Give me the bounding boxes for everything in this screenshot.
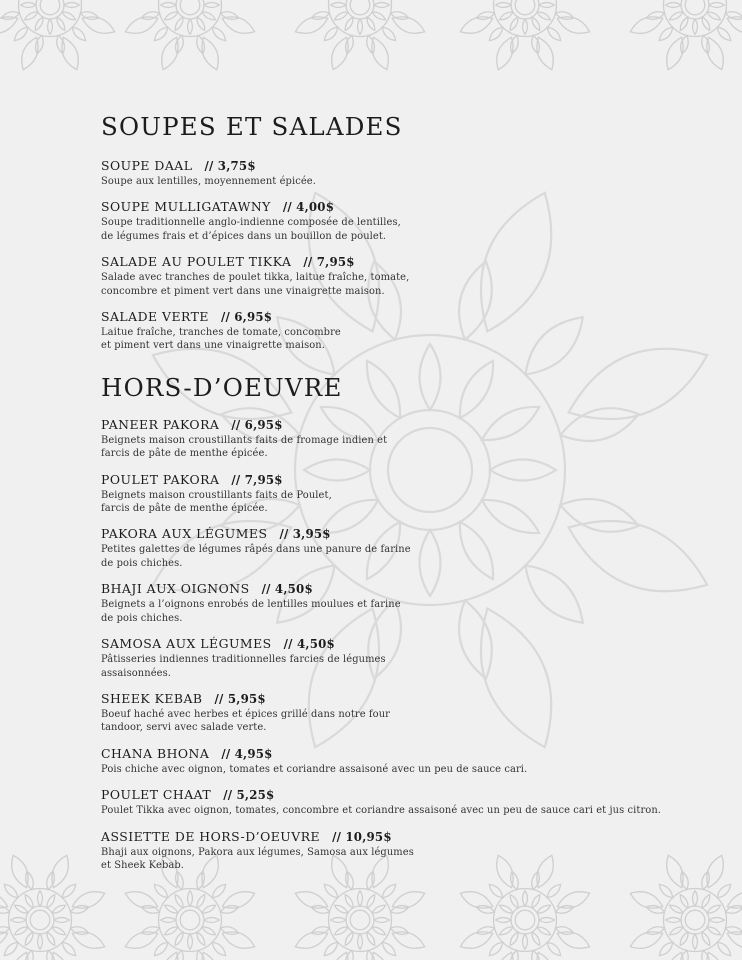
item-desc: Beignets maison croustillants faits de fromage indien et: [101, 434, 388, 446]
item-desc: Petites galettes de légumes râpés dans une panure de farine: [101, 544, 411, 556]
item-desc: concombre et piment vert dans une vinaigrette maison.: [101, 285, 385, 297]
menu-item: [101, 472, 731, 516]
item-price: // 7,95$: [231, 472, 283, 487]
menu-item: [101, 787, 731, 817]
menu-item: [101, 581, 731, 625]
menu-item: [101, 309, 731, 353]
item-desc: Pois chiche avec oignon, tomates et coriandre assaisoné avec un peu de sauce cari.: [101, 763, 528, 775]
item-price: // 6,95$: [220, 310, 273, 325]
section-title-hors-doeuvre: HORS-D’OEUVRE: [101, 372, 343, 402]
item-name: SOUPE MULLIGATAWNY: [101, 199, 271, 215]
menu-item: [101, 526, 731, 570]
item-name: BHAJI AUX OIGNONS: [101, 581, 250, 597]
item-price: // 10,95$: [332, 829, 392, 844]
item-desc: farcis de pâte de menthe épicée.: [101, 503, 268, 515]
item-price: // 3,95$: [279, 527, 331, 542]
menu-item: [101, 691, 731, 735]
menu-item: [101, 829, 731, 873]
menu-item: [101, 417, 731, 461]
item-price: // 4,95$: [221, 746, 273, 761]
item-desc: de pois chiches.: [101, 612, 183, 624]
section-title-soupes: SOUPES ET SALADES: [101, 112, 403, 141]
item-desc: de légumes frais et d’épices dans un bouillon de poulet.: [101, 230, 387, 242]
item-price: // 5,25$: [223, 788, 275, 803]
item-desc: Boeuf haché avec herbes et épices grillé dans notre four: [101, 708, 390, 720]
item-desc: et Sheek Kebab.: [101, 859, 185, 871]
item-name: SALADE AU POULET TIKKA: [101, 254, 292, 270]
item-desc: tandoor, servi avec salade verte.: [101, 722, 267, 734]
item-desc: Bhaji aux oignons, Pakora aux légumes, Samosa aux légumes: [101, 846, 414, 858]
item-desc: Soupe traditionnelle anglo-indienne composée de lentilles,: [101, 217, 401, 229]
item-price: // 4,00$: [282, 200, 335, 215]
item-name: CHANA BHONA: [101, 745, 210, 761]
menu-content: [101, 112, 731, 883]
item-desc: farcis de pâte de menthe épicée.: [101, 448, 268, 460]
item-name: PANEER PAKORA: [101, 416, 220, 432]
item-name: POULET CHAAT: [101, 787, 212, 803]
item-desc: de pois chiches.: [101, 557, 183, 569]
item-price: // 3,75$: [204, 159, 256, 173]
item-name: SOUPE DAAL: [101, 158, 193, 173]
item-price: // 4,50$: [283, 637, 335, 652]
item-desc: Pâtisseries indiennes traditionnelles farcies de légumes: [101, 654, 386, 666]
item-name: ASSIETTE DE HORS-D’OEUVRE: [101, 828, 321, 844]
item-desc: Salade avec tranches de poulet tikka, laitue fraîche, tomate,: [101, 272, 410, 284]
menu-item: [101, 254, 731, 298]
item-desc: et piment vert dans une vinaigrette maison.: [101, 340, 326, 352]
item-desc: Laitue fraîche, tranches de tomate, concombre: [101, 327, 341, 339]
item-name: SALADE VERTE: [101, 309, 209, 325]
item-desc: Soupe aux lentilles, moyennement épicée.: [101, 176, 316, 187]
item-name: SAMOSA AUX LÉGUMES: [101, 636, 272, 652]
item-price: // 6,95$: [231, 417, 283, 432]
item-name: POULET PAKORA: [101, 471, 220, 487]
menu-item: [101, 199, 731, 243]
item-price: // 5,95$: [214, 691, 266, 706]
menu-item: [101, 158, 731, 188]
item-desc: Beignets maison croustillants faits de Poulet,: [101, 489, 332, 501]
item-desc: Poulet Tikka avec oignon, tomates, concombre et coriandre assaisoné avec un peu de sauce cari et jus citron.: [101, 805, 662, 817]
menu-item: [101, 746, 731, 776]
item-price: // 4,50$: [261, 582, 313, 597]
menu-item: [101, 636, 731, 680]
item-name: SHEEK KEBAB: [101, 690, 203, 706]
item-desc: Beignets a l’oignons enrobés de lentilles moulues et farine: [101, 599, 401, 611]
item-desc: assaisonnées.: [101, 667, 171, 679]
item-price: // 7,95$: [303, 255, 355, 270]
item-name: PAKORA AUX LÉGUMES: [101, 526, 268, 542]
